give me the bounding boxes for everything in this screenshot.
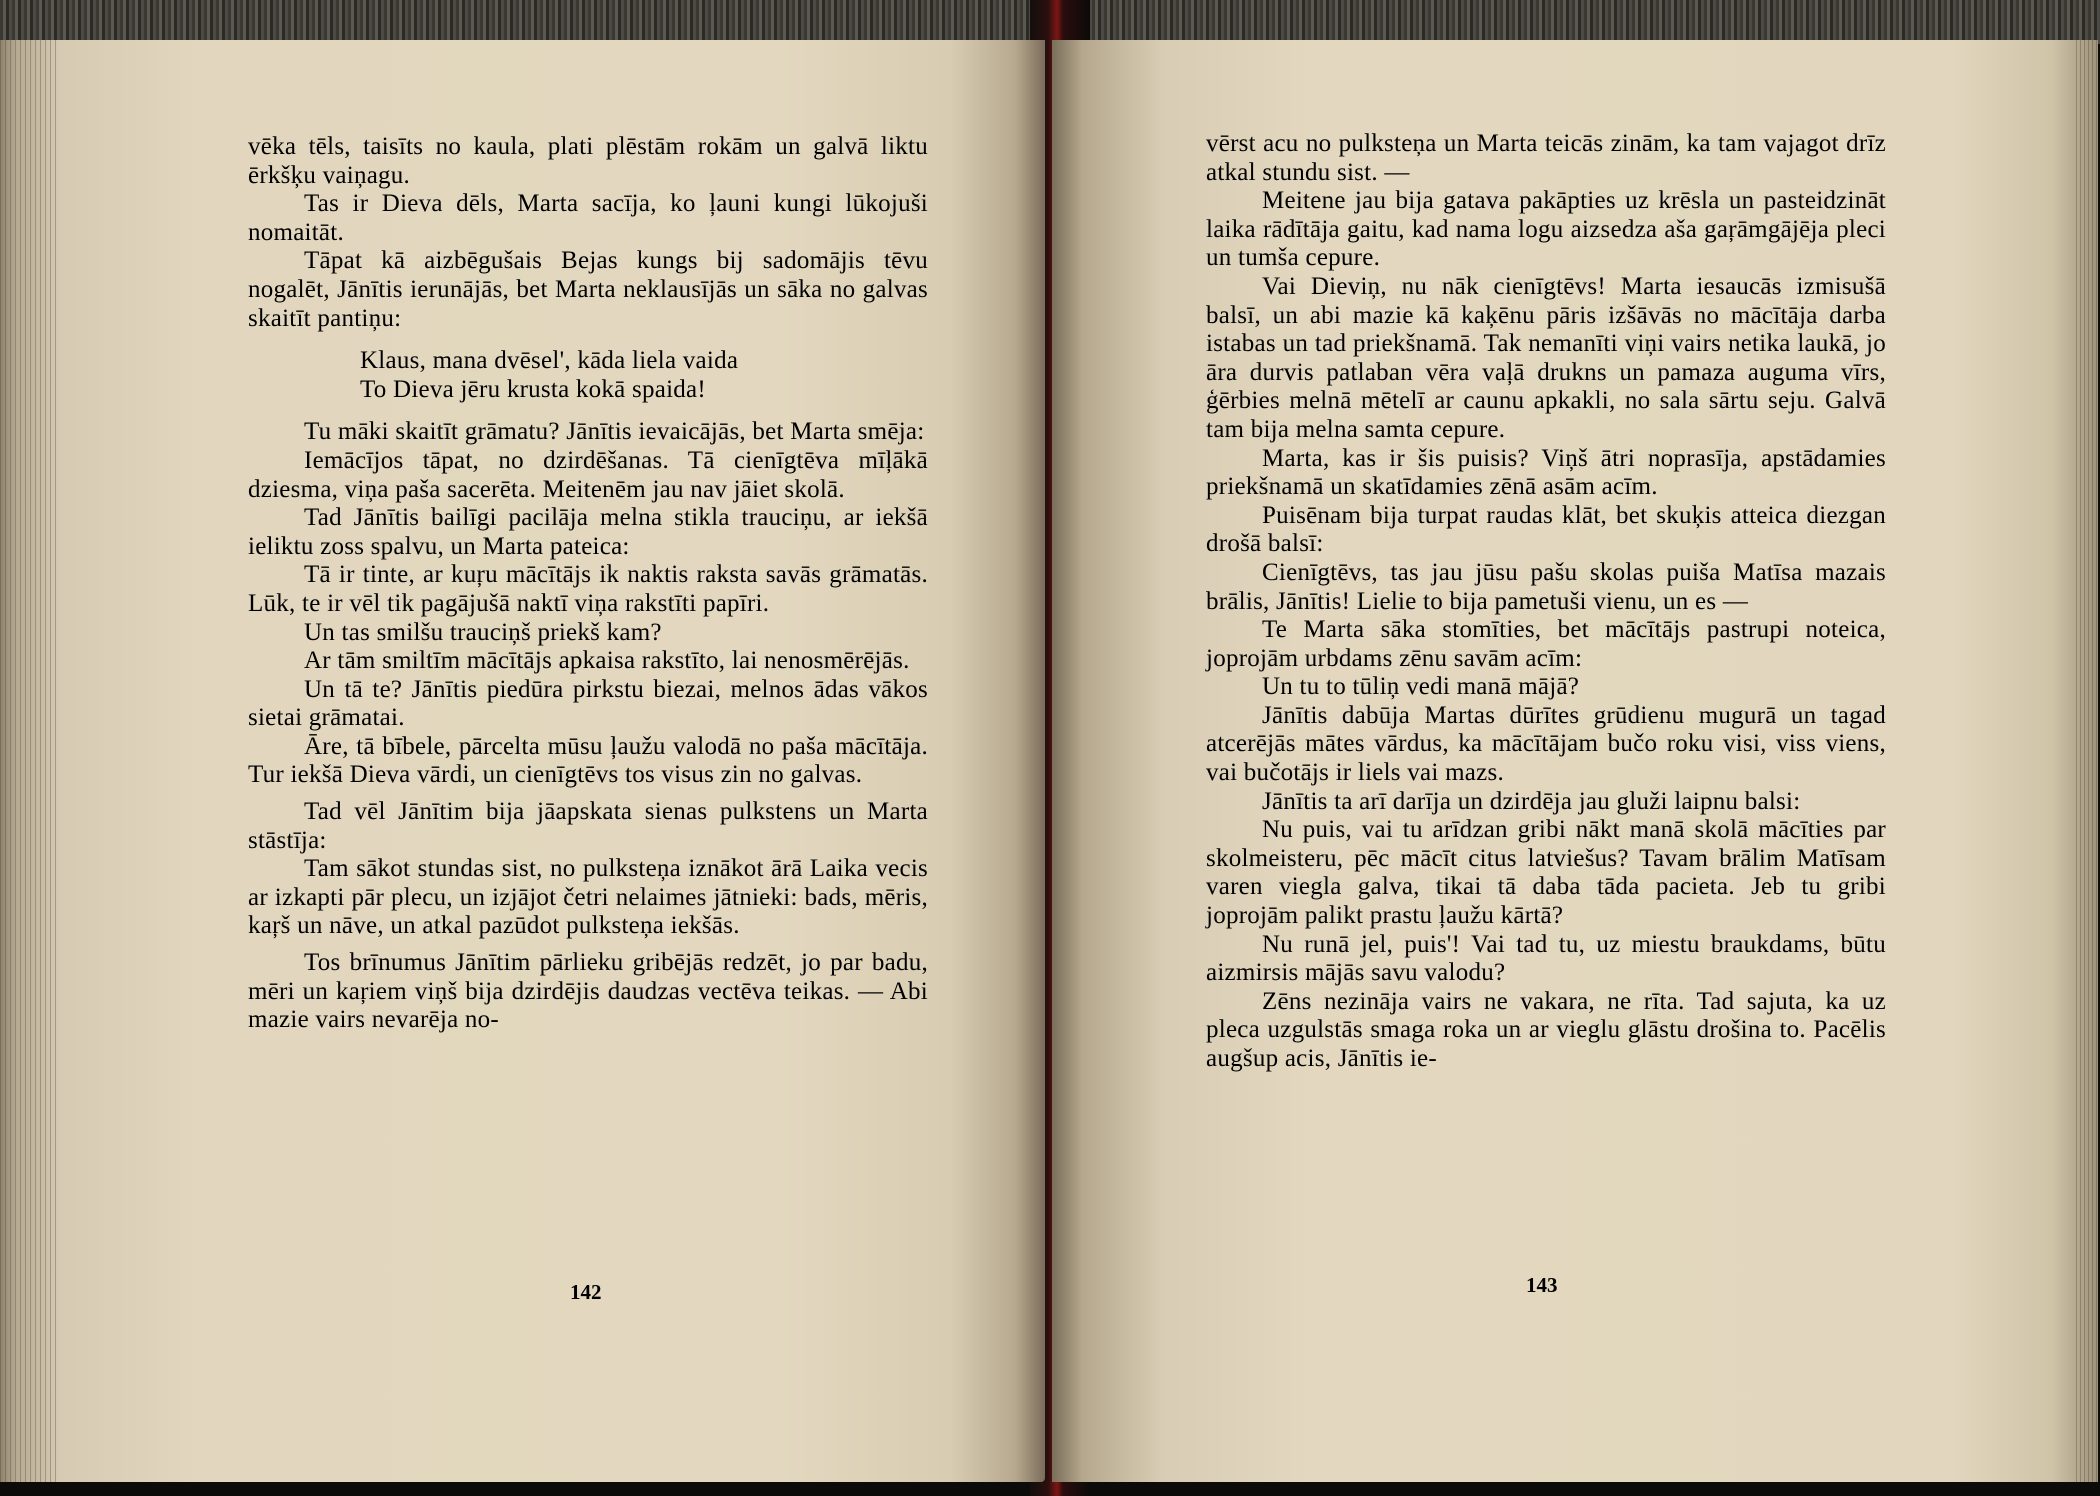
left-page-text bbox=[248, 133, 928, 1035]
paragraph: Te Marta sāka stomīties, bet mācītājs pastrupi noteica, joprojām urbdams zēnu savām acīm: bbox=[1206, 616, 1886, 672]
verse bbox=[248, 347, 928, 404]
paragraph: Vai Dieviņ, nu nāk cienīgtēvs! Marta iesaucās izmisušā balsī, un abi mazie kā kaķēnu pāris izšāvās no mācītāja darba istabas un tad priekšnamā. Tak nemanīti viņi vairs netika laukā, jo āra durvis patlaban vēra vaļā drukns un pamaza auguma vīrs, ģērbies melnā mētelī ar caunu apkakli, no sala sārtu seju. Galvā tam bija melna samta cepure. bbox=[1206, 272, 1886, 443]
paragraph: Jānītis dabūja Martas dūrītes grūdienu mugurā un tagad atcerējās mātes vārdus, ka mācītājam bučo roku visi, viss viens, vai bučotājs ir liels vai mazs. bbox=[1206, 701, 1886, 787]
paragraph: Zēns nezināja vairs ne vakara, ne rīta. Tad sajuta, ka uz pleca uzgulstās smaga roka un ar vieglu glāstu drošina to. Pacēlis augšup acis, Jānītis ie- bbox=[1206, 987, 1886, 1072]
paragraph: Tam sākot stundas sist, no pulksteņa iznākot ārā Laika vecis ar izkapti pār plecu, un izjājot četri nelaimes jātnieki: bads, mēris, kaŗš un nāve, un atkal pazūdot pulksteņa iekšās. bbox=[248, 855, 928, 940]
paragraph: Iemācījos tāpat, no dzirdēšanas. Tā cienīgtēva mīļākā dziesma, viņa paša sacerēta. Meitenēm jau nav jāiet skolā. bbox=[248, 446, 928, 503]
paragraph: Nu puis, vai tu arīdzan gribi nākt manā skolā mācīties par skolmeisteru, pēc mācīt citus latviešus? Tavam brālim Matīsam varen viegla galva, tikai tā daba tāda pacieta. Jeb tu gribi joprojām palikt prastu ļaužu kārtā? bbox=[1206, 816, 1886, 930]
paragraph: Tu māki skaitīt grāmatu? Jānītis ievaicājās, bet Marta smēja: bbox=[304, 418, 925, 446]
verse-line: To Dieva jēru krusta kokā spaida! bbox=[360, 375, 706, 403]
paragraph: Ar tām smiltīm mācītājs apkaisa rakstīto, lai nenosmērējās. bbox=[304, 647, 910, 675]
paragraph: vēka tēls, taisīts no kaula, plati plēstām rokām un galvā liktu ērkšķu vaiņagu. bbox=[248, 133, 928, 189]
page-number-right: 143 bbox=[1526, 1273, 1558, 1297]
paragraph: Tā ir tinte, ar kuŗu mācītājs ik naktis raksta savās grāmatās. Lūk, te ir vēl tik pagājušā naktī viņa rakstīti papīri. bbox=[248, 561, 928, 617]
paragraph: Un tas smilšu trauciņš priekš kam? bbox=[304, 618, 662, 646]
paragraph: Tos brīnumus Jānītim pārlieku gribējās redzēt, jo par badu, mēri un kaŗiem viņš bija dzirdējis daudzas vectēva teikas. — Abi mazie vairs nevarēja no- bbox=[248, 949, 928, 1034]
paragraph: Meitene jau bija gatava pakāpties uz krēsla un pasteidzināt laika rādītāja gaitu, kad nama logu aizsedza aša gaŗāmgājēja pleci un tumša cepure. bbox=[1206, 187, 1886, 272]
paragraph: Nu runā jel, puis'! Vai tad tu, uz miestu braukdams, būtu aizmirsis mājās savu valodu? bbox=[1206, 930, 1886, 987]
right-page-text bbox=[1206, 130, 1886, 1074]
paragraph: Āre, tā bībele, pārcelta mūsu ļaužu valodā no paša mācītāja. Tur iekšā Dieva vārdi, un cienīgtēvs tos visus zin no galvas. bbox=[248, 732, 928, 789]
paragraph: Un tu to tūliņ vedi manā mājā? bbox=[1262, 673, 1580, 701]
paragraph: Un tā te? Jānītis piedūra pirkstu biezai, melnos ādas vākos sietai grāmatai. bbox=[248, 675, 928, 732]
paragraph: Tad vēl Jānītim bija jāapskata sienas pulkstens un Marta stāstīja: bbox=[248, 798, 928, 854]
paragraph: Tad Jānītis bailīgi pacilāja melna stikla trauciņu, ar iekšā ieliktu zoss spalvu, un Marta pateica: bbox=[248, 504, 928, 560]
paragraph: Tas ir Dieva dēls, Marta sacīja, ko ļauni kungi lūkojuši nomaitāt. bbox=[248, 190, 928, 246]
paragraph: Cienīgtēvs, tas jau jūsu pašu skolas puiša Matīsa mazais brālis, Jānītis! Lielie to bija pametuši vienu, un es — bbox=[1206, 558, 1886, 615]
paragraph: vērst acu no pulksteņa un Marta teicās zinām, ka tam vajagot drīz atkal stundu sist. — bbox=[1206, 130, 1886, 186]
paragraph: Jānītis ta arī darīja un dzirdēja jau gluži laipnu balsi: bbox=[1262, 787, 1801, 815]
verse-line: Klaus, mana dvēsel', kāda liela vaida bbox=[360, 347, 739, 375]
paragraph: Marta, kas ir šis puisis? Viņš ātri noprasīja, apstādamies priekšnamā un skatīdamies zēnā asām acīm. bbox=[1206, 444, 1886, 501]
paragraph: Puisēnam bija turpat raudas klāt, bet skuķis atteica diezgan drošā balsī: bbox=[1206, 501, 1886, 558]
page-number-left: 142 bbox=[570, 1280, 602, 1304]
paragraph: Tāpat kā aizbēgušais Bejas kungs bij sadomājis tēvu nogalēt, Jānītis ierunājās, bet Marta neklausījās un sāka no galvas skaitīt pantiņu: bbox=[248, 247, 928, 332]
